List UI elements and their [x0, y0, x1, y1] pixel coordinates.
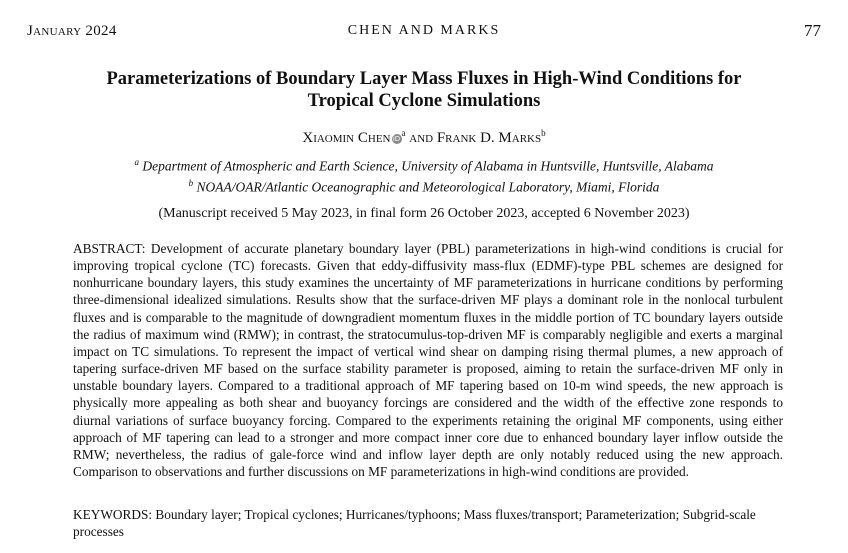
author-conjunction: and: [409, 130, 434, 146]
orcid-icon[interactable]: iD: [392, 135, 401, 143]
abstract-text: Development of accurate planetary boundary layer (PBL) parameterizations in high-wind conditions is crucial for improving tropical cyclone (TC) forecasts. Given that eddy-diffusivity mass-flux (EDMF)-type PBL schemes are designed for nonhurricane boundary layers, this study examines the uncertainty of MF parameterizations in hurricane conditions by performing three-dimensional idealized simulations. Results show that the surface-driven MF plays a dominant role in the nonlocal turbulent fluxes and is comparable to the magnitude of downgradient momentum fluxes in the middle portion of TC boundary layers outside the radius of maximum wind (RMW); in contrast, the stratocumulus-top-driven MF is comparably negligible and exerts a marginal impact on TC simulations. To represent the impact of vertical wind shear on damping rising thermal plumes, a new approach of tapering surface-driven MF based on the surface stability parameter is proposed, aiming to retain the surface-driven MF only in unstable boundary layers. Compared to a traditional approach of MF tapering based on 10-m wind speeds, the new approach is physically more appealing as both shear and buoyancy forcings are considered and the width of the effective zone responds to diurnal variations of surface buoyancy forcing. Compared to the experiments retaining the original MF components, using either approach of MF tapering can lead to a stronger and more compact inner core due to enhanced boundary layer inflow outside the RMW; nevertheless, the radius of gale-force wind and inflow layer depth are only notably reduced using the new approach. Comparison to observations and further discussions on MF parameterizations in high-wind conditions are provided.: [73, 241, 783, 480]
running-head-authors: CHEN AND MARKS: [347, 23, 501, 38]
paper-title: [60, 68, 788, 112]
keywords-label: KEYWORDS:: [73, 507, 153, 522]
abstract-label: ABSTRACT:: [73, 241, 146, 256]
keywords: [73, 506, 783, 540]
keywords-text: Boundary layer; Tropical cyclones; Hurricanes/typhoons; Mass fluxes/transport; Parameterization; Subgrid-scale processes: [73, 507, 756, 539]
affil-marker: b: [188, 177, 194, 188]
affil-text: NOAA/OAR/Atlantic Oceanographic and Meteorological Laboratory, Miami, Florida: [196, 179, 660, 194]
affiliation-a: [0, 154, 848, 175]
manuscript-dates: (Manuscript received 5 May 2023, in final form 26 October 2023, accepted 6 November 2023): [158, 206, 690, 221]
page-number: 77: [804, 21, 821, 40]
author-list: [0, 128, 848, 147]
author-affil-marker: b: [541, 128, 546, 138]
affiliations: [0, 154, 848, 195]
issue-date: January 2024: [27, 23, 117, 39]
title-line-2: Tropical Cyclone Simulations: [307, 91, 541, 111]
running-header: [27, 23, 821, 43]
affil-text: Department of Atmospheric and Earth Science, University of Alabama in Huntsville, Huntsville, Alabama: [142, 158, 714, 174]
affiliation-b: [0, 175, 848, 196]
abstract: [73, 240, 783, 480]
author-affil-marker: a: [401, 128, 406, 138]
affil-marker: a: [134, 157, 140, 167]
title-line-1: Parameterizations of Boundary Layer Mass Fluxes in High-Wind Conditions for: [106, 69, 742, 89]
author-name: Frank D. Marks: [436, 130, 542, 146]
author-name: Xiaomin Chen: [302, 130, 391, 146]
